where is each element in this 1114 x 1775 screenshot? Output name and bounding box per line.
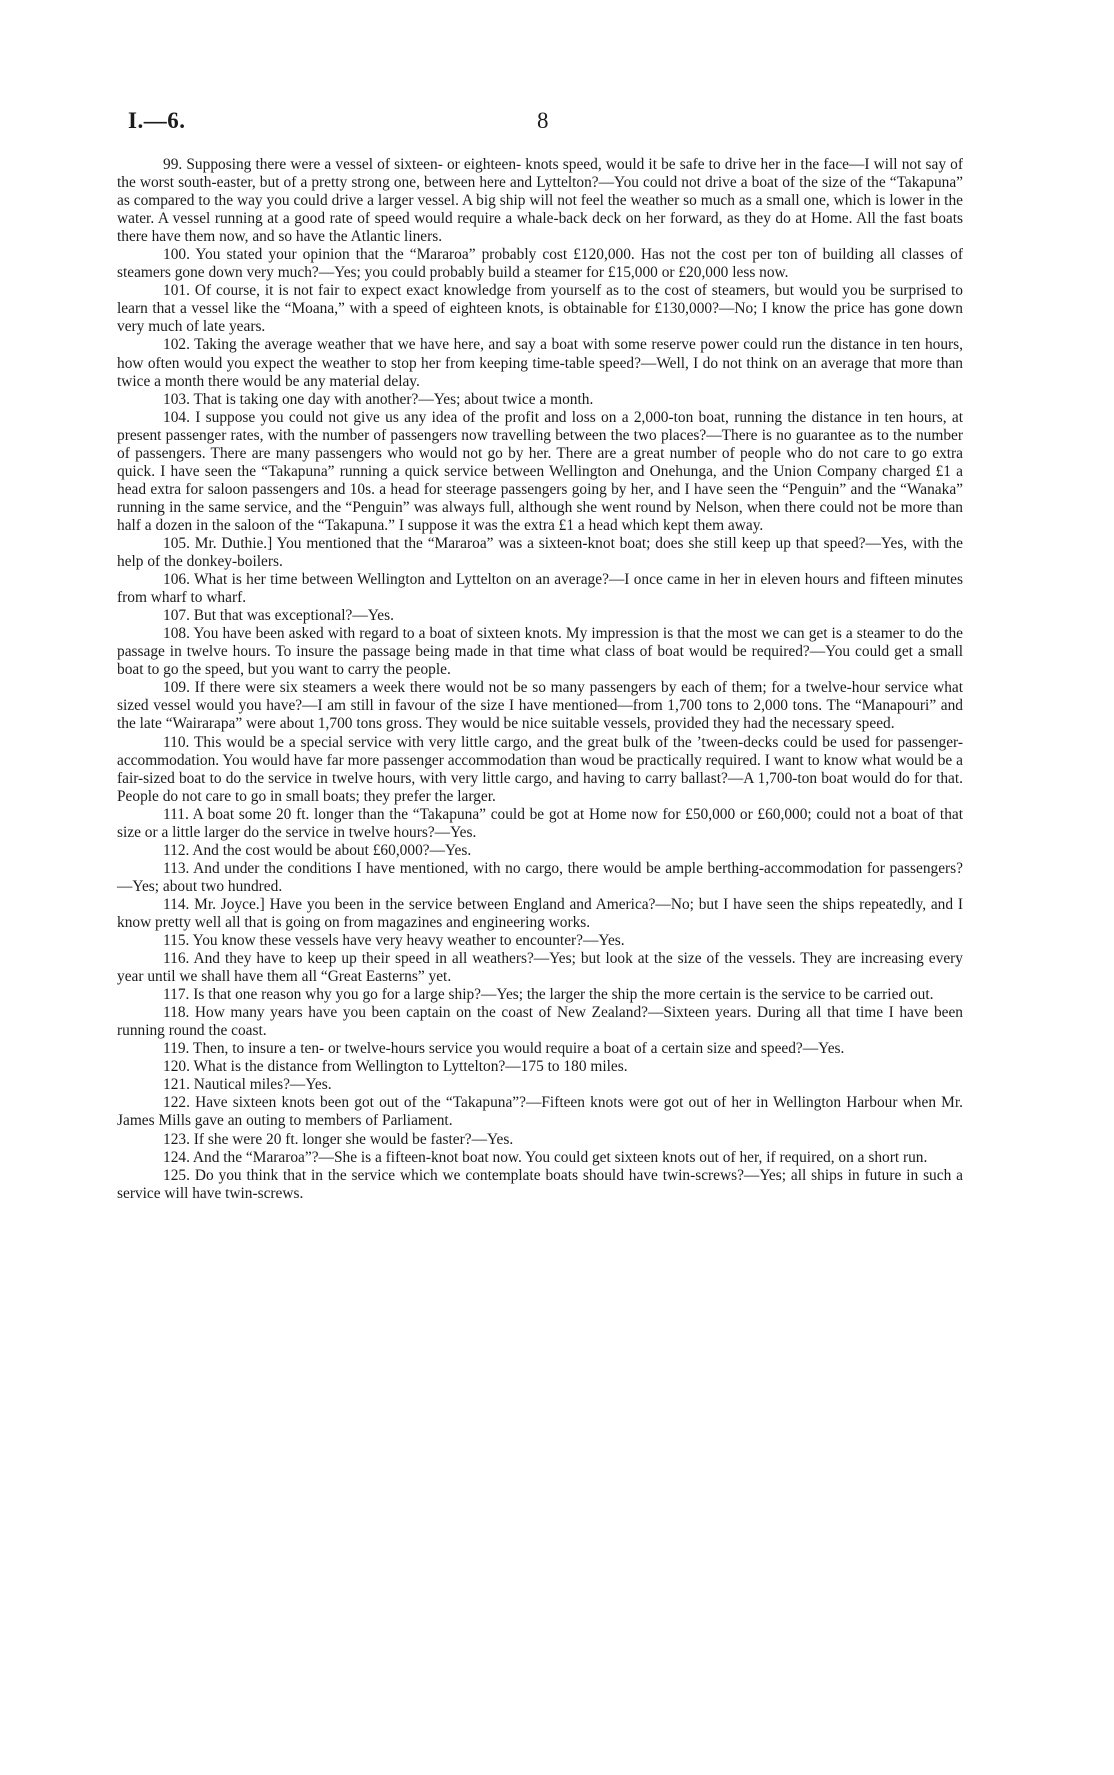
paragraph-q122: 122. Have sixteen knots been got out of the “Takapuna”?—Fifteen knots were got out of her in Wellington Harbour when Mr. James Mills gave an outing to members of Parliament. [117, 1094, 963, 1130]
paragraph-q113: 113. And under the conditions I have mentioned, with no cargo, there would be ample berthing-accommodation for passengers?—Yes; about two hundred. [117, 859, 963, 895]
paragraph-q116: 116. And they have to keep up their speed in all weathers?—Yes; but look at the size of the vessels. They are increasing every year until we shall have them all “Great Easterns” yet. [117, 950, 963, 986]
document-body [117, 156, 963, 1203]
paragraph-q103: 103. That is taking one day with another?—Yes; about twice a month. [163, 390, 594, 408]
paragraph-q124: 124. And the “Mararoa”?—She is a fifteen-knot boat now. You could get sixteen knots out of her, if required, on a short run. [163, 1148, 928, 1166]
document-reference: I.—6. [128, 108, 186, 133]
paragraph-q106: 106. What is her time between Wellington and Lyttelton on an average?—I once came in her in eleven hours and fifteen minutes from wharf to wharf. [117, 571, 963, 607]
page-number: 8 [537, 108, 549, 133]
paragraph-q115: 115. You know these vessels have very heavy weather to encounter?—Yes. [163, 932, 625, 950]
paragraph-q110: 110. This would be a special service with very little cargo, and the great bulk of the ’tween-decks could be used for passenger-accommodation. You would have far more passenger accommodation than woud be practically required. I want to know what would be a fair-sized boat to do the service in twelve hours, with very little cargo, and having to carry ballast?—A 1,700-ton boat would do for that. People do not care to go in small boats; they prefer the larger. [117, 733, 963, 805]
paragraph-q114: 114. Mr. Joyce.] Have you been in the service between England and America?—No; but I have seen the ships repeatedly, and I know pretty well all that is going on from magazines and engineering works. [117, 895, 963, 931]
paragraph-q109: 109. If there were six steamers a week there would not be so many passengers by each of them; for a twelve-hour service what sized vessel would you have?—I am still in favour of the size I have mentioned—from 1,700 tons to 2,000 tons. The “Manapouri” and the late “Wairarapa” were about 1,700 tons gross. They would be nice suitable vessels, provided they had the necessary speed. [117, 679, 963, 733]
paragraph-q107: 107. But that was exceptional?—Yes. [163, 607, 394, 625]
paragraph-q119: 119. Then, to insure a ten- or twelve-hours service you would require a boat of a certain size and speed?—Yes. [163, 1040, 845, 1058]
paragraph-q121: 121. Nautical miles?—Yes. [163, 1076, 332, 1094]
paragraph-q101: 101. Of course, it is not fair to expect exact knowledge from yourself as to the cost of steamers, but would you be surprised to learn that a vessel like the “Moana,” with a speed of eighteen knots, is obtainable for £130,000?—No; I know the price has gone down very much of late years. [117, 282, 963, 336]
paragraph-q100: 100. You stated your opinion that the “Mararoa” probably cost £120,000. Has not the cost per ton of building all classes of steamers gone down very much?—Yes; you could probably build a steamer for £15,000 or £20,000 less now. [117, 246, 963, 282]
paragraph-q111: 111. A boat some 20 ft. longer than the “Takapuna” could be got at Home now for £50,000 or £60,000; could not a boat of that size or a little larger do the service in twelve hours?—Yes. [117, 805, 963, 841]
paragraph-q112: 112. And the cost would be about £60,000?—Yes. [163, 841, 472, 859]
paragraph-q120: 120. What is the distance from Wellington to Lyttelton?—175 to 180 miles. [163, 1058, 628, 1076]
paragraph-q118: 118. How many years have you been captain on the coast of New Zealand?—Sixteen years. During all that time I have been running round the coast. [117, 1004, 963, 1040]
paragraph-q108: 108. You have been asked with regard to a boat of sixteen knots. My impression is that the most we can get is a steamer to do the passage in twelve hours. To insure the passage being made in that time what class of boat would be required?—You could get a small boat to go the speed, but you want to carry the people. [117, 625, 963, 679]
paragraph-q117: 117. Is that one reason why you go for a large ship?—Yes; the larger the ship the more certain is the service to be carried out. [163, 986, 934, 1004]
paragraph-q105: 105. Mr. Duthie.] You mentioned that the “Mararoa” was a sixteen-knot boat; does she still keep up that speed?—Yes, with the help of the donkey-boilers. [117, 534, 963, 571]
paragraph-q102: 102. Taking the average weather that we have here, and say a boat with some reserve power could run the distance in ten hours, how often would you expect the weather to stop her from keeping time-table speed?—Well, I do not think on an average that more than twice a month there would be any material delay. [117, 336, 963, 390]
paragraph-q123: 123. If she were 20 ft. longer she would be faster?—Yes. [163, 1130, 514, 1148]
paragraph-q104: 104. I suppose you could not give us any idea of the profit and loss on a 2,000-ton boat, running the distance in ten hours, at present passenger rates, with the number of passengers now travelling between the two places?—There is no guarantee as to the number of passengers. There are many passengers who would not go by her. There are a great number of people who do not care to go extra quick. I have seen the “Takapuna” running a quick service between Wellington and Onehunga, and the Union Company charged £1 a head extra for saloon passengers and 10s. a head for steerage passengers going by her, and I have seen the “Penguin” and the “Wanaka” running in the same service, and the “Penguin” was always full, although she went round by Nelson, when there could not be more than half a dozen in the saloon of the “Takapuna.” I suppose it was the extra £1 a head which kept them away. [117, 408, 963, 534]
paragraph-q125: 125. Do you think that in the service which we contemplate boats should have twin-screws?—Yes; all ships in future in such a service will have twin-screws. [117, 1166, 963, 1202]
paragraph-q99: 99. Supposing there were a vessel of sixteen- or eighteen- knots speed, would it be safe to drive her in the face—I will not say of the worst south-easter, but of a pretty strong one, between here and Lyttelton?—You could not drive a boat of the size of the “Takapuna” as compared to the way you could drive a larger vessel. A big ship will not feel the weather so much as a small one, which is lower in the water. A vessel running at a good rate of speed would require a whale-back deck on her forward, as they do at Home. All the fast boats there have them now, and so have the Atlantic liners. [117, 156, 963, 246]
